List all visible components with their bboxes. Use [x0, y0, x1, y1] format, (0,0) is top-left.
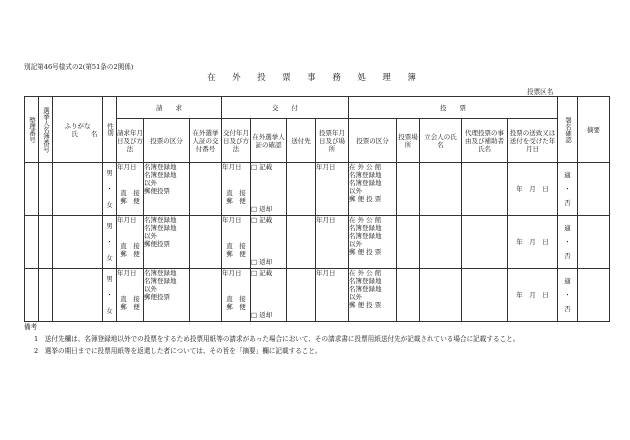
- sochi-date-cell: 年 月 日: [508, 163, 558, 216]
- header-furigana-name: [53, 97, 103, 163]
- sochi-date-cell: 年 月 日: [508, 269, 558, 322]
- seikyu-date-cell: 年月日 直 接 郵 便: [117, 163, 144, 216]
- header-tekiyo: 摘要: [578, 97, 610, 163]
- header-dairi: 代理投票の事由及び補助者氏名: [462, 119, 508, 163]
- header-tohyo-kubun: 投票の区分: [144, 119, 190, 163]
- kisai-checkbox[interactable]: □ 記載: [251, 163, 273, 171]
- kisai-checkbox[interactable]: □ 記載: [251, 216, 273, 224]
- seikyu-date-cell: 年月日 直 接 郵 便: [117, 269, 144, 322]
- kisai-checkbox[interactable]: □ 記載: [251, 269, 273, 277]
- zaigai-kakunin-cell: [251, 269, 287, 322]
- henkan-checkbox[interactable]: □ 返却: [251, 311, 273, 319]
- header-tohyo-basho: 投票場所: [397, 119, 420, 163]
- document-title: 在 外 投 票 事 務 処 理 簿: [207, 72, 423, 82]
- header-seiri: 整理番号: [25, 97, 39, 163]
- tohyo-date-cell: 年月日: [316, 216, 349, 269]
- header-shomei: 署名確認: [558, 97, 578, 163]
- sex-cell: 男 ・ 女: [103, 269, 117, 322]
- kubun-cell: 名簿登録地 名簿登録地 以外 郵便投票: [144, 269, 190, 322]
- header-sochi: 投票の送致又は送付を受けた年月日: [508, 119, 558, 163]
- kubun-cell: 名簿登録地 名簿登録地 以外 郵便投票: [144, 163, 190, 216]
- notes-section: [24, 322, 609, 357]
- header-tachiainin: 立会人の氏 名: [420, 119, 462, 163]
- header-seikyu-date: 請求年月日及び方法: [117, 119, 144, 163]
- kofu-date-cell: 年月日 直 接 郵 便: [222, 163, 251, 216]
- header-furigana: ふりがな: [64, 121, 91, 130]
- header-senkyonin: 選挙人名簿番号: [39, 97, 53, 163]
- header-tohyo: 投 票: [349, 97, 558, 119]
- tohyo-date-cell: 年月日: [316, 269, 349, 322]
- zaigai-kakunin-cell: [251, 216, 287, 269]
- zaigai-kakunin-cell: [251, 163, 287, 216]
- header-kofu: 交 付: [222, 97, 349, 119]
- shomei-cell: 適 ・ 否: [558, 269, 578, 322]
- note-item: 1 送付先欄は、名簿登録地以外での投票をするため投票用紙等の請求があった場合において、その請求書に投票用紙送付先が記載されている場合に記載すること。: [34, 334, 520, 343]
- shomei-cell: 適 ・ 否: [558, 163, 578, 216]
- notes-heading: 備考: [24, 323, 38, 331]
- seikyu-date-cell: 年月日 直 接 郵 便: [117, 216, 144, 269]
- register-table: [24, 96, 610, 322]
- header-seikyu: 請 求: [117, 97, 222, 119]
- header-tohyo-date: 投票年月日及び場所: [316, 119, 349, 163]
- header-zaigai-kofu: 在外選挙人証の交付番号: [190, 119, 222, 163]
- table-row: [25, 216, 610, 269]
- shomei-cell: 適 ・ 否: [558, 216, 578, 269]
- header-zaigai-kakunin: 在外選挙人証の確認: [251, 119, 287, 163]
- zaigai-kubun-cell: 在 外 公 館 名簿登録地 名簿登録地 以外 郵 便 投 票: [349, 269, 397, 322]
- henkan-checkbox[interactable]: □ 返却: [251, 205, 273, 213]
- kofu-date-cell: 年月日 直 接 郵 便: [222, 269, 251, 322]
- note-item: 2 選挙の期日までに投票用紙等を返還した者については、その旨を「摘要」欄に記載すること。: [34, 346, 322, 355]
- tohyo-date-cell: 年月日: [316, 163, 349, 216]
- header-kofu-date: 交付年月日及び方法: [222, 119, 251, 163]
- zaigai-kubun-cell: 在 外 公 館 名簿登録地 名簿登録地 以外 郵 便 投 票: [349, 163, 397, 216]
- kofu-date-cell: 年月日 直 接 郵 便: [222, 216, 251, 269]
- header-tohyo-kubun2: 投票の区分: [349, 119, 397, 163]
- header-seibetsu: 性別: [103, 97, 117, 163]
- kubun-cell: 名簿登録地 名簿登録地 以外 郵便投票: [144, 216, 190, 269]
- table-row: [25, 269, 610, 322]
- sex-cell: 男 ・ 女: [103, 216, 117, 269]
- sex-cell: 男 ・ 女: [103, 163, 117, 216]
- form-label: 別記第46号様式の2(第51条の2関係): [24, 63, 134, 71]
- header-sofusaki: 送付先: [287, 119, 316, 163]
- henkan-checkbox[interactable]: □ 返却: [251, 258, 273, 266]
- zaigai-kubun-cell: 在 外 公 館 名簿登録地 名簿登録地 以外 郵 便 投 票: [349, 216, 397, 269]
- table-row: [25, 163, 610, 216]
- district-label: 投票区名: [527, 88, 554, 96]
- sochi-date-cell: 年 月 日: [508, 216, 558, 269]
- header-name: 氏 名: [71, 129, 98, 138]
